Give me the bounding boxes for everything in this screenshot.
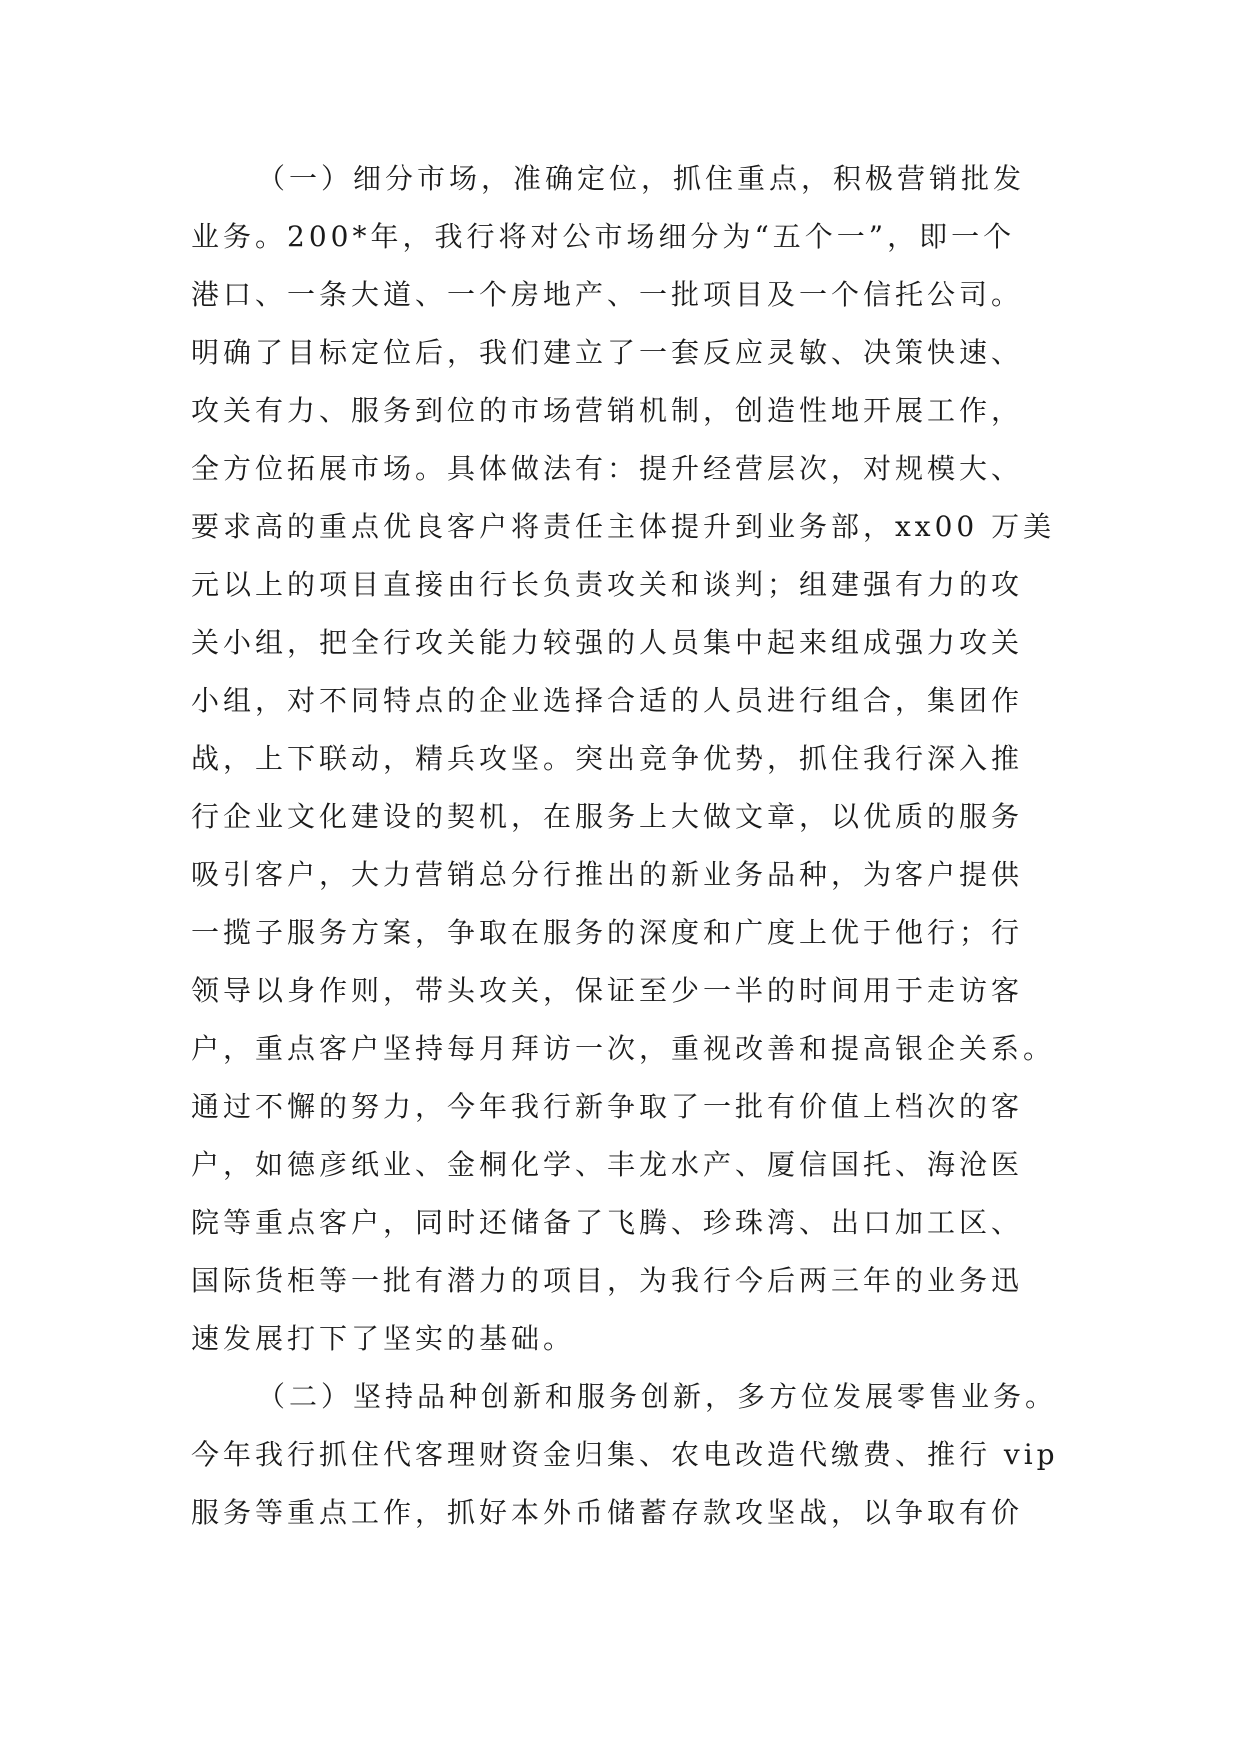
paragraph-line: 服务等重点工作，抓好本外币储蓄存款攻坚战，以争取有价	[191, 1496, 1024, 1529]
paragraph-line: 战，上下联动，精兵攻坚。突出竞争优势，抓住我行深入推	[191, 742, 1024, 775]
paragraph-line: 速发展打下了坚实的基础。	[191, 1322, 576, 1355]
paragraph-line: 攻关有力、服务到位的市场营销机制，创造性地开展工作，	[191, 394, 1024, 427]
paragraph-2	[191, 1368, 1061, 1542]
paragraph-line: 明确了目标定位后，我们建立了一套反应灵敏、决策快速、	[191, 336, 1024, 369]
paragraph-line: 院等重点客户，同时还储备了飞腾、珍珠湾、出口加工区、	[191, 1206, 1024, 1239]
paragraph-line: 行企业文化建设的契机，在服务上大做文章，以优质的服务	[191, 800, 1024, 833]
paragraph-1	[191, 150, 1061, 1368]
paragraph-line: 业务。200*年，我行将对公市场细分为“五个一”，即一个	[191, 220, 1016, 253]
paragraph-line: （二）坚持品种创新和服务创新，多方位发展零售业务。	[257, 1380, 1058, 1413]
paragraph-line: （一）细分市场，准确定位，抓住重点，积极营销批发	[257, 162, 1026, 195]
paragraph-line: 户，重点客户坚持每月拜访一次，重视改善和提高银企关系。	[191, 1032, 1056, 1065]
paragraph-line: 关小组，把全行攻关能力较强的人员集中起来组成强力攻关	[191, 626, 1024, 659]
paragraph-line: 一揽子服务方案，争取在服务的深度和广度上优于他行；行	[191, 916, 1024, 949]
paragraph-line: 要求高的重点优良客户将责任主体提升到业务部，xx00 万美	[191, 510, 1056, 543]
paragraph-line: 小组，对不同特点的企业选择合适的人员进行组合，集团作	[191, 684, 1024, 717]
paragraph-line: 通过不懈的努力，今年我行新争取了一批有价值上档次的客	[191, 1090, 1024, 1123]
paragraph-line: 全方位拓展市场。具体做法有：提升经营层次，对规模大、	[191, 452, 1024, 485]
paragraph-line: 国际货柜等一批有潜力的项目，为我行今后两三年的业务迅	[191, 1264, 1024, 1297]
paragraph-line: 元以上的项目直接由行长负责攻关和谈判；组建强有力的攻	[191, 568, 1024, 601]
document-body	[191, 150, 1061, 1542]
paragraph-line: 今年我行抓住代客理财资金归集、农电改造代缴费、推行 vip	[191, 1438, 1059, 1471]
paragraph-line: 领导以身作则，带头攻关，保证至少一半的时间用于走访客	[191, 974, 1024, 1007]
paragraph-line: 户，如德彦纸业、金桐化学、丰龙水产、厦信国托、海沧医	[191, 1148, 1024, 1181]
paragraph-line: 港口、一条大道、一个房地产、一批项目及一个信托公司。	[191, 278, 1024, 311]
paragraph-line: 吸引客户，大力营销总分行推出的新业务品种，为客户提供	[191, 858, 1024, 891]
